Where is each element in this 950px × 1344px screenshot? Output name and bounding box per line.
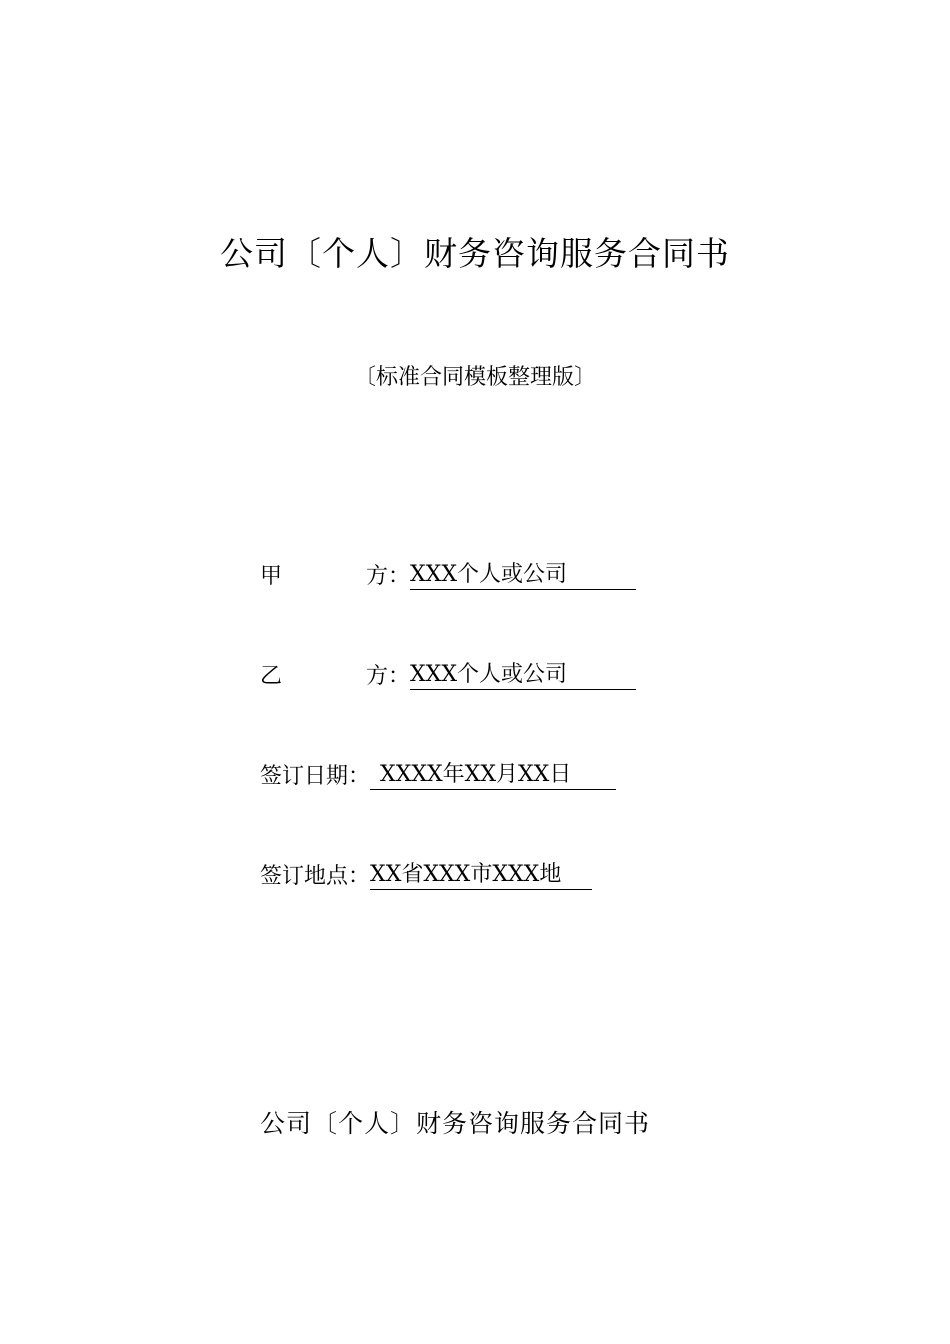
sign-place-field bbox=[260, 860, 592, 890]
party-a-label-first: 甲 bbox=[260, 564, 283, 589]
sign-place-label: 签订地点 bbox=[260, 864, 349, 889]
sign-date-field bbox=[260, 760, 616, 790]
sign-date-colon: ： bbox=[348, 764, 371, 789]
document-subtitle: 〔标准合同模板整理版〕 bbox=[353, 365, 596, 390]
party-a-value: XXX个人或公司 bbox=[410, 562, 636, 590]
party-a-colon: ： bbox=[388, 564, 411, 589]
sign-date-label: 签订日期 bbox=[260, 764, 349, 789]
party-b-label-second: 方 bbox=[365, 664, 388, 689]
party-b-colon: ： bbox=[388, 664, 411, 689]
sign-place-colon: ： bbox=[348, 864, 371, 889]
party-a-label bbox=[260, 559, 388, 590]
party-a-field bbox=[260, 560, 636, 590]
party-a-label-second: 方 bbox=[365, 564, 388, 589]
sign-date-value: XXXX年XX月XX日 bbox=[370, 762, 616, 790]
sign-place-value: XX省XXX市XXX地 bbox=[370, 862, 592, 890]
party-b-value: XXX个人或公司 bbox=[410, 662, 636, 690]
party-b-label-first: 乙 bbox=[260, 664, 283, 689]
party-b-label bbox=[260, 659, 388, 690]
document-title: 公司〔个人〕财务咨询服务合同书 bbox=[220, 234, 730, 273]
party-b-field bbox=[260, 660, 636, 690]
section-title: 公司〔个人〕财务咨询服务合同书 bbox=[260, 1109, 651, 1138]
